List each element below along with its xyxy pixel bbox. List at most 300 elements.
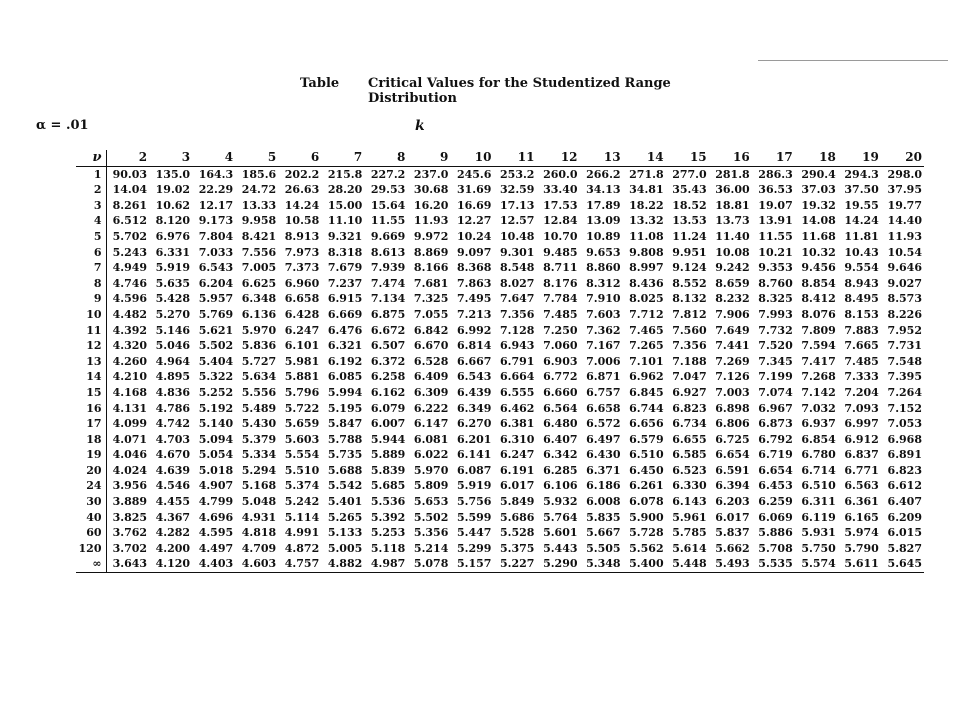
- table-cell: 13.33: [241, 198, 277, 212]
- row-nu-label: 30: [76, 494, 106, 510]
- table-cell: 29.53: [370, 183, 406, 197]
- table-cell: 215.8: [327, 167, 363, 181]
- table-cell: 6.625: [241, 276, 277, 290]
- table-cell: 6.342: [543, 448, 578, 462]
- table-cell: 5.114: [284, 510, 320, 524]
- table-cell: 5.556: [241, 385, 277, 399]
- row-nu-label: 7: [76, 260, 106, 276]
- table-cell: 4.200: [155, 541, 191, 555]
- table-cell: 12.57: [500, 214, 535, 228]
- row-nu-label: 5: [76, 229, 106, 245]
- table-cell: 5.018: [198, 463, 234, 477]
- table-cell: 5.334: [241, 448, 277, 462]
- table-cell: 7.556: [241, 245, 277, 259]
- table-row: [76, 525, 924, 541]
- column-header-k19: 19: [862, 150, 879, 164]
- table-cell: 5.659: [284, 417, 320, 431]
- table-cell: 6.744: [629, 401, 664, 415]
- table-cell: 6.658: [284, 292, 320, 306]
- table-cell: 7.548: [887, 354, 922, 368]
- table-cell: 6.204: [198, 276, 234, 290]
- table-row: [76, 494, 924, 510]
- table-cell: 5.849: [500, 495, 535, 509]
- nu-header: ν: [76, 150, 106, 166]
- table-cell: 8.368: [456, 261, 492, 275]
- table-cell: 7.188: [672, 354, 707, 368]
- table-cell: 6.871: [586, 370, 621, 384]
- table-cell: 4.596: [112, 292, 148, 306]
- table-cell: 10.32: [801, 245, 836, 259]
- table-cell: 5.562: [629, 541, 664, 555]
- table-cell: 24.72: [241, 183, 277, 197]
- column-header-k7: 7: [353, 150, 363, 164]
- table-cell: 10.24: [456, 229, 492, 243]
- table-cell: 4.546: [155, 479, 191, 493]
- table-cell: 8.760: [758, 276, 793, 290]
- column-header-k17: 17: [776, 150, 793, 164]
- table-cell: 5.847: [327, 417, 363, 431]
- table-cell: 11.08: [629, 229, 664, 243]
- table-cell: 3.702: [112, 541, 148, 555]
- table-cell: 11.10: [327, 214, 363, 228]
- table-cell: 6.960: [284, 276, 320, 290]
- table-cell: 3.825: [112, 510, 148, 524]
- table-cell: 4.987: [370, 557, 406, 571]
- table-cell: 6.523: [672, 463, 707, 477]
- table-cell: 7.681: [413, 276, 449, 290]
- table-cell: 7.441: [715, 339, 750, 353]
- table-cell: 7.495: [456, 292, 492, 306]
- table-cell: 11.55: [370, 214, 406, 228]
- table-cell: 6.903: [543, 354, 578, 368]
- table-cell: 7.167: [586, 339, 621, 353]
- table-cell: 8.325: [758, 292, 793, 306]
- table-cell: 6.664: [500, 370, 535, 384]
- table-cell: 16.69: [456, 198, 492, 212]
- row-nu-label: 60: [76, 525, 106, 541]
- table-cell: 7.465: [629, 323, 664, 337]
- row-nu-label: ∞: [76, 556, 106, 572]
- table-cell: 14.40: [887, 214, 922, 228]
- table-row: [76, 291, 924, 307]
- table-cell: 6.119: [801, 510, 836, 524]
- table-cell: 6.394: [715, 479, 750, 493]
- table-cell: 5.667: [586, 526, 621, 540]
- table-cell: 28.20: [327, 183, 363, 197]
- table-cell: 10.21: [758, 245, 793, 259]
- table-cell: 11.93: [887, 229, 922, 243]
- table-cell: 5.146: [155, 323, 191, 337]
- table-cell: 6.658: [586, 401, 621, 415]
- table-cell: 7.804: [198, 229, 234, 243]
- header-row: [76, 150, 924, 166]
- table-cell: 9.951: [672, 245, 707, 259]
- table-cell: 6.823: [672, 401, 707, 415]
- row-nu-label: 4: [76, 213, 106, 229]
- table-cell: 5.932: [543, 495, 578, 509]
- table-cell: 6.381: [500, 417, 535, 431]
- table-cell: 4.746: [112, 276, 148, 290]
- table-cell: 9.242: [715, 261, 750, 275]
- table-cell: 8.412: [801, 292, 836, 306]
- table-cell: 6.453: [758, 479, 793, 493]
- table-cell: 7.345: [758, 354, 793, 368]
- table-cell: 6.654: [758, 463, 793, 477]
- table-cell: 6.806: [715, 417, 750, 431]
- table-cell: 18.52: [672, 198, 707, 212]
- table-cell: 5.685: [370, 479, 406, 493]
- table-cell: 4.024: [112, 463, 148, 477]
- table-cell: 7.362: [586, 323, 621, 337]
- table-cell: 4.670: [155, 448, 191, 462]
- table-cell: 5.653: [413, 495, 449, 509]
- table-cell: 6.285: [543, 463, 578, 477]
- table-cell: 5.348: [586, 557, 621, 571]
- table-cell: 6.165: [844, 510, 879, 524]
- table-cell: 4.836: [155, 385, 191, 399]
- table-cell: 8.659: [715, 276, 750, 290]
- table-cell: 6.007: [370, 417, 406, 431]
- table-cell: 9.321: [327, 229, 363, 243]
- table-cell: 19.07: [758, 198, 793, 212]
- table-cell: 5.756: [456, 495, 492, 509]
- table-cell: 9.669: [370, 229, 406, 243]
- table-cell: 5.809: [413, 479, 449, 493]
- table-cell: 6.203: [715, 495, 750, 509]
- table-cell: 5.448: [672, 557, 707, 571]
- table-cell: 8.436: [629, 276, 664, 290]
- table-cell: 8.552: [672, 276, 707, 290]
- table-title: [300, 76, 760, 106]
- table-cell: 15.00: [327, 198, 363, 212]
- table-cell: 8.711: [543, 261, 578, 275]
- table-cell: 7.883: [844, 323, 879, 337]
- table-cell: 5.270: [155, 307, 191, 321]
- table-cell: 7.712: [629, 307, 664, 321]
- table-cell: 7.395: [887, 370, 922, 384]
- table-cell: 4.403: [198, 557, 234, 571]
- table-row: [76, 510, 924, 526]
- table-cell: 6.372: [370, 354, 406, 368]
- column-header-k9: 9: [440, 150, 449, 164]
- table-cell: 4.168: [112, 385, 148, 399]
- table-cell: 8.573: [887, 292, 922, 306]
- table-cell: 6.247: [284, 323, 320, 337]
- table-cell: 6.656: [629, 417, 664, 431]
- table-cell: 8.226: [887, 307, 922, 321]
- table-cell: 6.891: [887, 448, 922, 462]
- table-row: [76, 198, 924, 214]
- table-cell: 7.906: [715, 307, 750, 321]
- table-cell: 10.89: [586, 229, 621, 243]
- table-cell: 6.792: [758, 432, 793, 446]
- row-nu-label: 11: [76, 323, 106, 339]
- table-cell: 5.634: [241, 370, 277, 384]
- table-cell: 5.970: [241, 323, 277, 337]
- table-cell: 5.645: [887, 557, 922, 571]
- row-nu-label: 14: [76, 369, 106, 385]
- table-cell: 26.63: [284, 183, 320, 197]
- table-row: [76, 385, 924, 401]
- table-cell: 6.667: [456, 354, 492, 368]
- table-cell: 5.489: [241, 401, 277, 415]
- table-cell: 4.907: [198, 479, 234, 493]
- table-cell: 5.195: [327, 401, 363, 415]
- table-cell: 4.071: [112, 432, 148, 446]
- table-cell: 6.734: [672, 417, 707, 431]
- table-cell: 3.762: [112, 526, 148, 540]
- table-cell: 13.73: [715, 214, 750, 228]
- column-header-k2: 2: [138, 150, 148, 164]
- table-cell: 7.199: [758, 370, 793, 384]
- table-cell: 6.976: [155, 229, 191, 243]
- column-header-k14: 14: [646, 150, 664, 164]
- table-cell: 5.046: [155, 339, 191, 353]
- table-cell: 7.647: [500, 292, 535, 306]
- table-cell: 5.621: [198, 323, 234, 337]
- row-nu-label: 9: [76, 291, 106, 307]
- table-cell: 6.192: [327, 354, 363, 368]
- table-cell: 6.842: [413, 323, 449, 337]
- table-row: [76, 276, 924, 292]
- table-cell: 8.997: [629, 261, 664, 275]
- table-cell: 4.639: [155, 463, 191, 477]
- table-cell: 7.268: [801, 370, 836, 384]
- table-cell: 5.054: [198, 448, 234, 462]
- table-cell: 5.554: [284, 448, 320, 462]
- table-cell: 8.421: [241, 229, 277, 243]
- table-cell: 6.912: [844, 432, 879, 446]
- column-header-k15: 15: [689, 150, 707, 164]
- table-cell: 5.157: [456, 557, 492, 571]
- table-cell: 253.2: [500, 167, 535, 181]
- table-cell: 5.428: [155, 292, 191, 306]
- table-cell: 7.333: [844, 370, 879, 384]
- table-cell: 14.08: [801, 214, 836, 228]
- table-cell: 3.956: [112, 479, 148, 493]
- row-nu-label: 19: [76, 447, 106, 463]
- table-cell: 4.120: [155, 557, 191, 571]
- table-row: [76, 260, 924, 276]
- table-cell: 5.836: [241, 339, 277, 353]
- table-row: [76, 307, 924, 323]
- table-cell: 4.799: [198, 495, 234, 509]
- table-cell: 6.898: [715, 401, 750, 415]
- table-cell: 5.944: [370, 432, 406, 446]
- row-nu-label: 18: [76, 432, 106, 448]
- table-cell: 7.973: [284, 245, 320, 259]
- table-cell: 8.025: [629, 292, 664, 306]
- table-cell: 5.356: [413, 526, 449, 540]
- table-cell: 4.818: [241, 526, 277, 540]
- table-cell: 7.594: [801, 339, 836, 353]
- table-cell: 290.4: [801, 167, 836, 181]
- table-cell: 10.08: [715, 245, 750, 259]
- table-cell: 7.417: [801, 354, 836, 368]
- table-cell: 5.611: [844, 557, 879, 571]
- table-cell: 277.0: [672, 167, 707, 181]
- table-cell: 5.094: [198, 432, 234, 446]
- table-cell: 4.703: [155, 432, 191, 446]
- table-cell: 5.430: [241, 417, 277, 431]
- table-cell: 9.124: [672, 261, 707, 275]
- table-cell: 6.915: [327, 292, 363, 306]
- table-cell: 7.732: [758, 323, 793, 337]
- table-cell: 7.649: [715, 323, 750, 337]
- table-cell: 6.757: [586, 385, 621, 399]
- table-cell: 4.603: [241, 557, 277, 571]
- table-cell: 6.450: [629, 463, 664, 477]
- table-cell: 7.809: [801, 323, 836, 337]
- row-nu-label: 40: [76, 510, 106, 526]
- table-cell: 6.191: [500, 463, 535, 477]
- table-cell: 30.68: [413, 183, 449, 197]
- table-cell: 5.599: [456, 510, 492, 524]
- table-cell: 7.910: [586, 292, 621, 306]
- row-nu-label: 3: [76, 198, 106, 214]
- table-cell: 6.579: [629, 432, 664, 446]
- table-cell: 37.95: [887, 183, 922, 197]
- table-cell: 3.643: [112, 557, 148, 571]
- table-cell: 37.03: [801, 183, 836, 197]
- table-cell: 7.134: [370, 292, 406, 306]
- table-cell: 6.543: [198, 261, 234, 275]
- row-nu-label: 1: [76, 166, 106, 182]
- table-cell: 7.060: [543, 339, 578, 353]
- table-cell: 5.243: [112, 245, 148, 259]
- table-cell: 5.443: [543, 541, 578, 555]
- table-cell: 227.2: [370, 167, 406, 181]
- table-cell: 4.260: [112, 354, 148, 368]
- table-cell: 7.939: [370, 261, 406, 275]
- table-cell: 5.227: [500, 557, 535, 571]
- table-cell: 9.958: [241, 214, 277, 228]
- table-cell: 5.133: [327, 526, 363, 540]
- table-cell: 6.348: [241, 292, 277, 306]
- table-cell: 10.70: [543, 229, 578, 243]
- table-cell: 7.006: [586, 354, 621, 368]
- table-cell: 6.791: [500, 354, 535, 368]
- table-cell: 6.309: [413, 385, 449, 399]
- table-cell: 6.439: [456, 385, 492, 399]
- table-cell: 9.097: [456, 245, 492, 259]
- table-cell: 8.076: [801, 307, 836, 321]
- table-cell: 5.974: [844, 526, 879, 540]
- table-cell: 202.2: [284, 167, 320, 181]
- table-cell: 7.032: [801, 401, 836, 415]
- table-cell: 16.20: [413, 198, 449, 212]
- table-cell: 13.32: [629, 214, 664, 228]
- table-cell: 6.087: [456, 463, 492, 477]
- table-cell: 185.6: [241, 167, 277, 181]
- table-cell: 7.373: [284, 261, 320, 275]
- row-nu-label: 13: [76, 354, 106, 370]
- table-cell: 8.132: [672, 292, 707, 306]
- table-cell: 5.735: [327, 448, 363, 462]
- table-cell: 6.873: [758, 417, 793, 431]
- table-cell: 5.140: [198, 417, 234, 431]
- table-cell: 298.0: [887, 167, 922, 181]
- column-header-k3: 3: [181, 150, 191, 164]
- table-cell: 7.213: [456, 307, 492, 321]
- row-nu-label: 16: [76, 401, 106, 417]
- table-cell: 8.495: [844, 292, 879, 306]
- table-cell: 5.994: [327, 385, 363, 399]
- table-cell: 260.0: [543, 167, 578, 181]
- table-cell: 6.669: [327, 307, 363, 321]
- table-cell: 8.548: [500, 261, 535, 275]
- table-cell: 4.757: [284, 557, 320, 571]
- table-cell: 6.591: [715, 463, 750, 477]
- table-cell: 7.265: [629, 339, 664, 353]
- table-cell: 6.670: [413, 339, 449, 353]
- table-cell: 294.3: [844, 167, 879, 181]
- table-cell: 281.8: [715, 167, 750, 181]
- column-header-k12: 12: [560, 150, 578, 164]
- table-cell: 4.931: [241, 510, 277, 524]
- table-cell: 6.837: [844, 448, 879, 462]
- table-cell: 5.970: [413, 463, 449, 477]
- table-cell: 90.03: [112, 167, 148, 181]
- table-cell: 4.949: [112, 261, 148, 275]
- table-cell: 7.033: [198, 245, 234, 259]
- table-cell: 5.796: [284, 385, 320, 399]
- column-header-k20: 20: [905, 150, 922, 164]
- table-cell: 6.022: [413, 448, 449, 462]
- table-cell: 5.322: [198, 370, 234, 384]
- table-cell: 18.81: [715, 198, 750, 212]
- table-cell: 6.409: [413, 370, 449, 384]
- table-cell: 6.462: [500, 401, 535, 415]
- row-nu-label: 10: [76, 307, 106, 323]
- table-cell: 6.480: [543, 417, 578, 431]
- table-cell: 5.048: [241, 495, 277, 509]
- table-cell: 9.808: [629, 245, 664, 259]
- table-cell: 5.535: [758, 557, 793, 571]
- table-cell: 7.784: [543, 292, 578, 306]
- table-cell: 245.6: [456, 167, 492, 181]
- table-cell: 5.837: [715, 526, 750, 540]
- table-row: [76, 401, 924, 417]
- table-cell: 5.400: [629, 557, 664, 571]
- table-cell: 9.456: [801, 261, 836, 275]
- table-cell: 6.719: [758, 448, 793, 462]
- table-row: [76, 245, 924, 261]
- table-cell: 11.40: [715, 229, 750, 243]
- table-cell: 5.957: [198, 292, 234, 306]
- table-cell: 5.510: [284, 463, 320, 477]
- table-cell: 4.320: [112, 339, 148, 353]
- table-cell: 6.507: [370, 339, 406, 353]
- table-cell: 6.008: [586, 495, 621, 509]
- row-nu-label: 15: [76, 385, 106, 401]
- table-cell: 7.142: [801, 385, 836, 399]
- table-cell: 5.750: [801, 541, 836, 555]
- table-row: [76, 541, 924, 557]
- table-cell: 6.201: [456, 432, 492, 446]
- table-cell: 17.89: [586, 198, 621, 212]
- table-cell: 7.356: [500, 307, 535, 321]
- table-cell: 5.614: [672, 541, 707, 555]
- table-cell: 37.50: [844, 183, 879, 197]
- table-cell: 7.264: [887, 385, 922, 399]
- table-row: [76, 338, 924, 354]
- table-cell: 6.247: [500, 448, 535, 462]
- table-cell: 7.952: [887, 323, 922, 337]
- table-row: [76, 182, 924, 198]
- table-cell: 11.68: [801, 229, 836, 243]
- table-cell: 6.612: [887, 479, 922, 493]
